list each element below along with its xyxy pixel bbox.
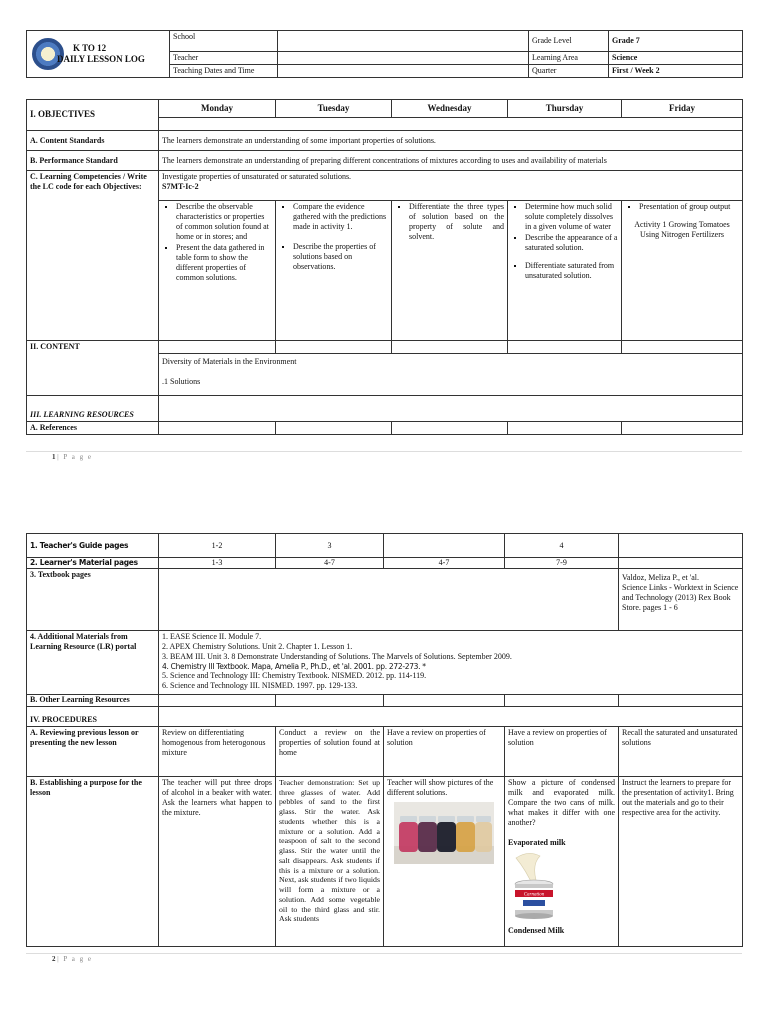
- list-item: 1. EASE Science II. Module 7.: [162, 632, 262, 641]
- page-number: 1: [52, 453, 56, 461]
- list-item: ▪ Differentiate saturated from unsaturated solution.: [525, 261, 618, 281]
- procedures-blank-cell: [159, 707, 743, 727]
- list-item: ▪ Describe the observable characteristics or properties of common solution found at home or in stores; and: [176, 202, 272, 242]
- objectives-blank-row: [159, 118, 743, 131]
- content-subtopic: .1 Solutions: [162, 377, 201, 386]
- content-heading: II. CONTENT: [27, 341, 159, 396]
- additional-materials-list: [159, 631, 743, 695]
- content-blank-cell: [159, 341, 276, 354]
- references-label: A. References: [27, 422, 159, 435]
- other-resources-cell: [619, 695, 743, 707]
- day-tuesday: Tuesday: [276, 100, 392, 118]
- references-cell: [622, 422, 743, 435]
- other-resources-cell: [384, 695, 505, 707]
- list-item: ▪ Describe the appearance of a saturated solution.: [525, 233, 618, 253]
- reviewing-lesson-label: A. Reviewing previous lesson or presenting the new lesson: [27, 727, 159, 777]
- textbook-title: Science Links - Worktext in Science and Technology (2013) Rex Book Store. pages 1 - 6: [622, 583, 739, 612]
- content-standards-text: The learners demonstrate an understanding of some important properties of solutions.: [159, 131, 743, 151]
- learners-material-label: 2. Learner's Material pages: [27, 558, 159, 569]
- list-item: 6. Science and Technology III. NISMED. 1997. pp. 129-133.: [162, 681, 358, 691]
- list-item: 2. APEX Chemistry Solutions. Unit 2. Chapter 1. Lesson 1.: [162, 642, 353, 651]
- purpose-tuesday: Teacher demonstration: Set up three glasses of water. Add pebbles of sand to the first glass. Stir the water. Ask students whether this is a mixture or a solution. Add a teaspoon of salt to the second glass. Stir the water until the salt disappears. Ask students if this is a mixture or a solution. Next, ask students if two liquids will form a mixture or a solution. Add some vegetable oil to the third glass and stir. Ask students: [276, 777, 384, 947]
- teachers-guide-label: 1. Teacher's Guide pages: [27, 534, 159, 558]
- review-thursday: Have a review on properties of solution: [505, 727, 619, 777]
- content-standards-label: A. Content Standards: [27, 131, 159, 151]
- textbook-author: Valdoz, Meliza P., et 'al.: [622, 573, 699, 582]
- purpose-thursday-text: Show a picture of condensed milk and evaporated milk. Compare the two cans of milk. what makes it differ with one another?: [508, 778, 615, 827]
- purpose-wednesday: [384, 777, 505, 947]
- list-item: ▪ Compare the evidence gathered with the predictions made in activity 1.: [293, 202, 388, 232]
- learning-resources-heading: III. LEARNING RESOURCES: [27, 396, 159, 422]
- content-blank-cell: [392, 341, 508, 354]
- list-item: 5. Science and Technology III: Chemistry Textbook. NISMED. 2012. pp. 114-119.: [162, 671, 427, 681]
- purpose-wednesday-text: Teacher will show pictures of the different solutions.: [387, 778, 494, 797]
- list-item: ▪ Present the data gathered in table form to show the different properties of common solutions.: [176, 243, 272, 283]
- school-value[interactable]: [278, 31, 529, 52]
- milk-can-illustration: [510, 850, 558, 924]
- purpose-thursday: [505, 777, 619, 947]
- quarter-value: First / Week 2: [609, 65, 743, 78]
- solutions-jars-photo: [394, 802, 494, 864]
- header-table: [26, 30, 743, 78]
- tg-tuesday: 3: [276, 534, 384, 558]
- area-value: Science: [609, 52, 743, 65]
- list-item: ▪ Differentiate the three types of solution based on the property of solute and solvent.: [409, 202, 504, 242]
- references-cell: [159, 422, 276, 435]
- list-item: 3. BEAM III. Unit 3. 8 Demonstrate Understanding of Solutions. The Marvels of Solutions. September 2009.: [162, 652, 512, 661]
- friday-objectives: [622, 201, 743, 341]
- grade-value: Grade 7: [609, 31, 743, 52]
- logo-title-1: K TO 12: [73, 42, 107, 53]
- other-resources-cell: [276, 695, 384, 707]
- textbook-blank-cell: [159, 569, 619, 631]
- page-number-2: [52, 955, 93, 963]
- list-item: ▪ Presentation of group output: [639, 202, 739, 212]
- page-word: | P a g e: [57, 955, 93, 963]
- tg-monday: 1-2: [159, 534, 276, 558]
- friday-activity-text: Activity 1 Growing Tomatoes Using Nitrogen Fertilizers: [634, 220, 730, 239]
- day-thursday: Thursday: [508, 100, 622, 118]
- thursday-objectives: [508, 201, 622, 341]
- lm-tuesday: 4-7: [276, 558, 384, 569]
- review-friday: Recall the saturated and unsaturated solutions: [619, 727, 743, 777]
- lm-wednesday: 4-7: [384, 558, 505, 569]
- other-resources-cell: [159, 695, 276, 707]
- lm-monday: 1-3: [159, 558, 276, 569]
- teacher-label: Teacher: [170, 52, 278, 65]
- performance-standard-text: The learners demonstrate an understanding of preparing different concentrations of mixtures according to uses and availability of materials: [159, 151, 743, 171]
- page-number-1: [52, 453, 93, 461]
- objectives-heading: I. OBJECTIVES: [27, 100, 159, 131]
- dates-value[interactable]: [278, 65, 529, 78]
- references-cell: [392, 422, 508, 435]
- content-blank-cell: [622, 341, 743, 354]
- content-blank-cell: [508, 341, 622, 354]
- textbook-pages-label: 3. Textbook pages: [27, 569, 159, 631]
- resources-blank-cell: [159, 396, 743, 422]
- competencies-cell: [159, 171, 743, 201]
- tuesday-objectives: [276, 201, 392, 341]
- review-monday: Review on differentiating homogenous from heterogonous mixture: [159, 727, 276, 777]
- additional-materials-label: 4. Additional Materials from Learning Resource (LR) portal: [27, 631, 159, 695]
- tg-thursday: 4: [505, 534, 619, 558]
- dates-label: Teaching Dates and Time: [170, 65, 278, 78]
- purpose-monday: The teacher will put three drops of alcohol in a beaker with water. Ask the learners what happen to the mixture.: [159, 777, 276, 947]
- references-cell: [276, 422, 392, 435]
- establishing-purpose-label: B. Establishing a purpose for the lesson: [27, 777, 159, 947]
- content-text: Diversity of Materials in the Environment: [162, 357, 297, 366]
- logo-cell: [27, 31, 170, 78]
- evaporated-milk-label: Evaporated milk: [508, 838, 566, 847]
- quarter-label: Quarter: [529, 65, 609, 78]
- competencies-text: Investigate properties of unsaturated or saturated solutions.: [162, 172, 352, 181]
- content-cell: [159, 354, 743, 396]
- tg-wednesday: [384, 534, 505, 558]
- lm-thursday: 7-9: [505, 558, 619, 569]
- tg-friday: [619, 534, 743, 558]
- performance-standard-label: B. Performance Standard: [27, 151, 159, 171]
- page-number: 2: [52, 955, 56, 963]
- objectives-table: [26, 99, 743, 435]
- wednesday-objectives: [392, 201, 508, 341]
- page-word: | P a g e: [57, 453, 93, 461]
- other-resources-cell: [505, 695, 619, 707]
- review-wednesday: Have a review on properties of solution: [384, 727, 505, 777]
- page-divider: [26, 953, 742, 954]
- day-monday: Monday: [159, 100, 276, 118]
- list-item: 4. Chemistry III Textbook. Mapa, Amelia P., Ph.D., et 'al. 2001. pp. 272-273. *: [162, 662, 426, 671]
- other-resources-label: B. Other Learning Resources: [27, 695, 159, 707]
- list-item: ▪ Describe the properties of solutions based on observations.: [293, 242, 388, 272]
- condensed-milk-label: Condensed Milk: [508, 926, 565, 935]
- resources-procedures-table: [26, 533, 743, 947]
- review-tuesday: Conduct a review on the properties of solution found at home: [276, 727, 384, 777]
- references-cell: [508, 422, 622, 435]
- competencies-code: S7MT-Ic-2: [162, 182, 199, 191]
- competencies-label: C. Learning Competencies / Write the LC code for each Objectives:: [27, 171, 159, 341]
- school-label: School: [170, 31, 278, 52]
- content-blank-cell: [276, 341, 392, 354]
- can-brand-label: Carnation: [523, 892, 545, 898]
- procedures-heading: IV. PROCEDURES: [27, 707, 159, 727]
- day-wednesday: Wednesday: [392, 100, 508, 118]
- list-item: ▪ Determine how much solid solute completely dissolves in a given volume of water: [525, 202, 618, 232]
- lm-friday: [619, 558, 743, 569]
- textbook-friday: [619, 569, 743, 631]
- teacher-value[interactable]: [278, 52, 529, 65]
- grade-label: Grade Level: [529, 31, 609, 52]
- purpose-friday: Instruct the learners to prepare for the presentation of activity1. Bring out the materials and go to their respective area for the activity.: [619, 777, 743, 947]
- day-friday: Friday: [622, 100, 743, 118]
- area-label: Learning Area: [529, 52, 609, 65]
- logo-title-2: DAILY LESSON LOG: [57, 54, 145, 64]
- page-divider: [26, 451, 742, 452]
- monday-objectives: [159, 201, 276, 341]
